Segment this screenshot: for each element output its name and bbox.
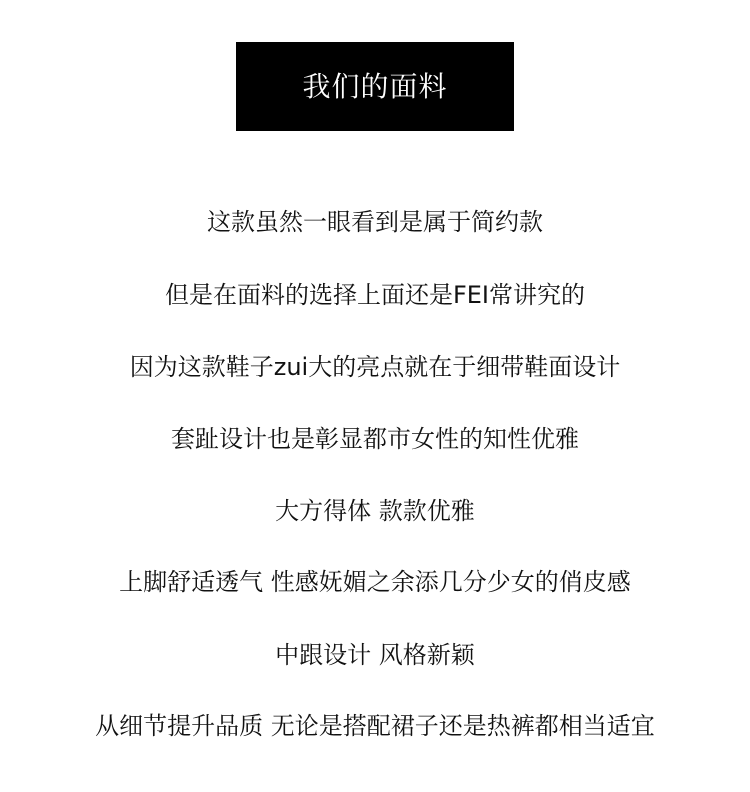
section-title: 我们的面料: [302, 69, 448, 103]
description-line-7: 中跟设计 风格新颖: [275, 641, 475, 669]
description-line-1: 这款虽然一眼看到是属于简约款: [207, 208, 543, 236]
description-line-8: 从细节提升品质 无论是搭配裙子还是热裤都相当适宜: [95, 712, 655, 740]
description-line-2: 但是在面料的选择上面还是FEI常讲究的: [164, 281, 586, 309]
description-line-5: 大方得体 款款优雅: [275, 497, 475, 525]
description-line-3: 因为这款鞋子zui大的亮点就在于细带鞋面设计: [129, 353, 621, 381]
description-line-6: 上脚舒适透气 性感妩媚之余添几分少女的俏皮感: [119, 568, 631, 596]
description-line-4: 套趾设计也是彰显都市女性的知性优雅: [171, 425, 579, 453]
